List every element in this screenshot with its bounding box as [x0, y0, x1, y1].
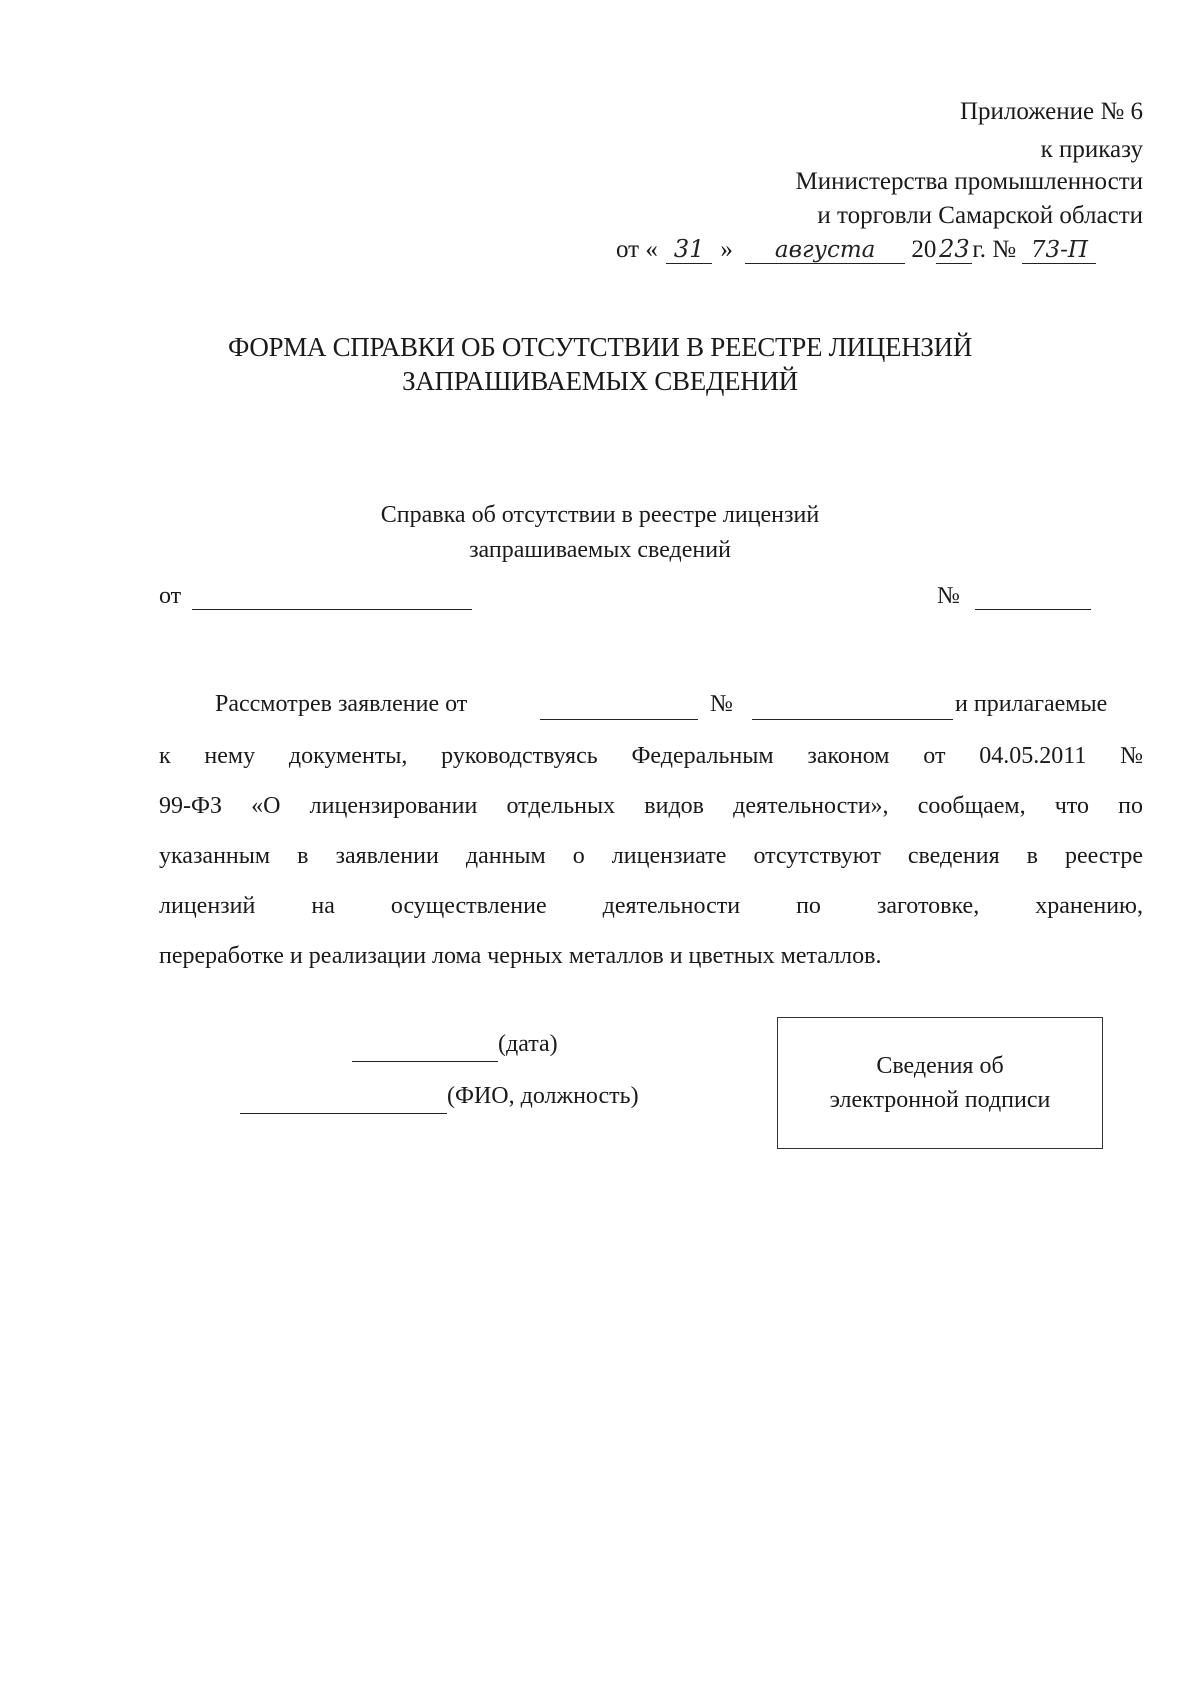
certificate-title-line-1: Справка об отсутствии в реестре лицензий [380, 502, 820, 528]
signature-date-label: (дата) [498, 1031, 558, 1057]
body-line-6: переработке и реализации лома черных металлов и цветных металлов. [159, 943, 882, 969]
body-line-5: лицензий на осуществление деятельности по заготовке, хранению, [159, 893, 1143, 919]
body-line-1-number-label: № [710, 691, 733, 717]
form-title-line-1: ФОРМА СПРАВКИ ОБ ОТСУТСТВИИ В РЕЕСТРЕ ЛИЦЕНЗИЙ [227, 332, 973, 362]
signature-date-field[interactable] [352, 1035, 498, 1062]
year-prefix: 20 [911, 236, 937, 263]
body-line-4: указанным в заявлении данным о лицензиате отсутствуют сведения в реестре [159, 843, 1143, 869]
certificate-title-line-2: запрашиваемых сведений [469, 537, 731, 563]
application-date-field[interactable] [540, 691, 698, 720]
esignature-line-1: Сведения об [876, 1053, 1004, 1079]
certificate-number-field[interactable] [975, 583, 1091, 610]
date-month-field [745, 236, 905, 264]
form-title-line-2: ЗАПРАШИВАЕМЫХ СВЕДЕНИЙ [402, 366, 798, 396]
certificate-from-field[interactable] [192, 583, 472, 610]
year-g-label: г. № [972, 236, 1017, 263]
appendix-line-2: к приказу [1040, 136, 1143, 163]
certificate-from-label: от [159, 583, 182, 609]
date-day-underline [666, 263, 712, 264]
application-number-field[interactable] [752, 691, 953, 720]
body-line-3: 99-ФЗ «О лицензировании отдельных видов деятельности», сообщаем, что по [159, 793, 1143, 819]
esignature-line-2: электронной подписи [829, 1087, 1051, 1113]
date-month-underline [745, 263, 905, 264]
body-line-1-end: и прилагаемые [955, 691, 1108, 717]
order-number-underline [1022, 263, 1096, 264]
date-month-handwritten: августа [774, 237, 876, 263]
date-prefix: от « [616, 236, 658, 263]
year-field [936, 235, 972, 264]
date-day-handwritten: 31 [673, 235, 705, 263]
appendix-line-1: Приложение № 6 [959, 98, 1143, 125]
order-number-handwritten: 73-П [1030, 237, 1088, 263]
certificate-number-label: № [937, 583, 960, 609]
appendix-line-3: Министерства промышленности [795, 168, 1143, 195]
order-date-line [616, 235, 1096, 264]
body-line-2: к нему документы, руководствуясь Федеральным законом от 04.05.2011 № [159, 743, 1143, 769]
electronic-signature-box [777, 1017, 1103, 1149]
year-handwritten: 23 [939, 235, 970, 263]
date-day-field [664, 235, 714, 264]
date-quote-close: » [720, 236, 733, 263]
appendix-line-4: и торговли Самарской области [817, 202, 1143, 229]
body-line-1-start: Рассмотрев заявление от [215, 691, 468, 717]
signature-name-field[interactable] [240, 1087, 447, 1114]
year-underline [936, 263, 972, 264]
signature-name-label: (ФИО, должность) [447, 1083, 639, 1109]
order-number-field [1022, 236, 1096, 264]
